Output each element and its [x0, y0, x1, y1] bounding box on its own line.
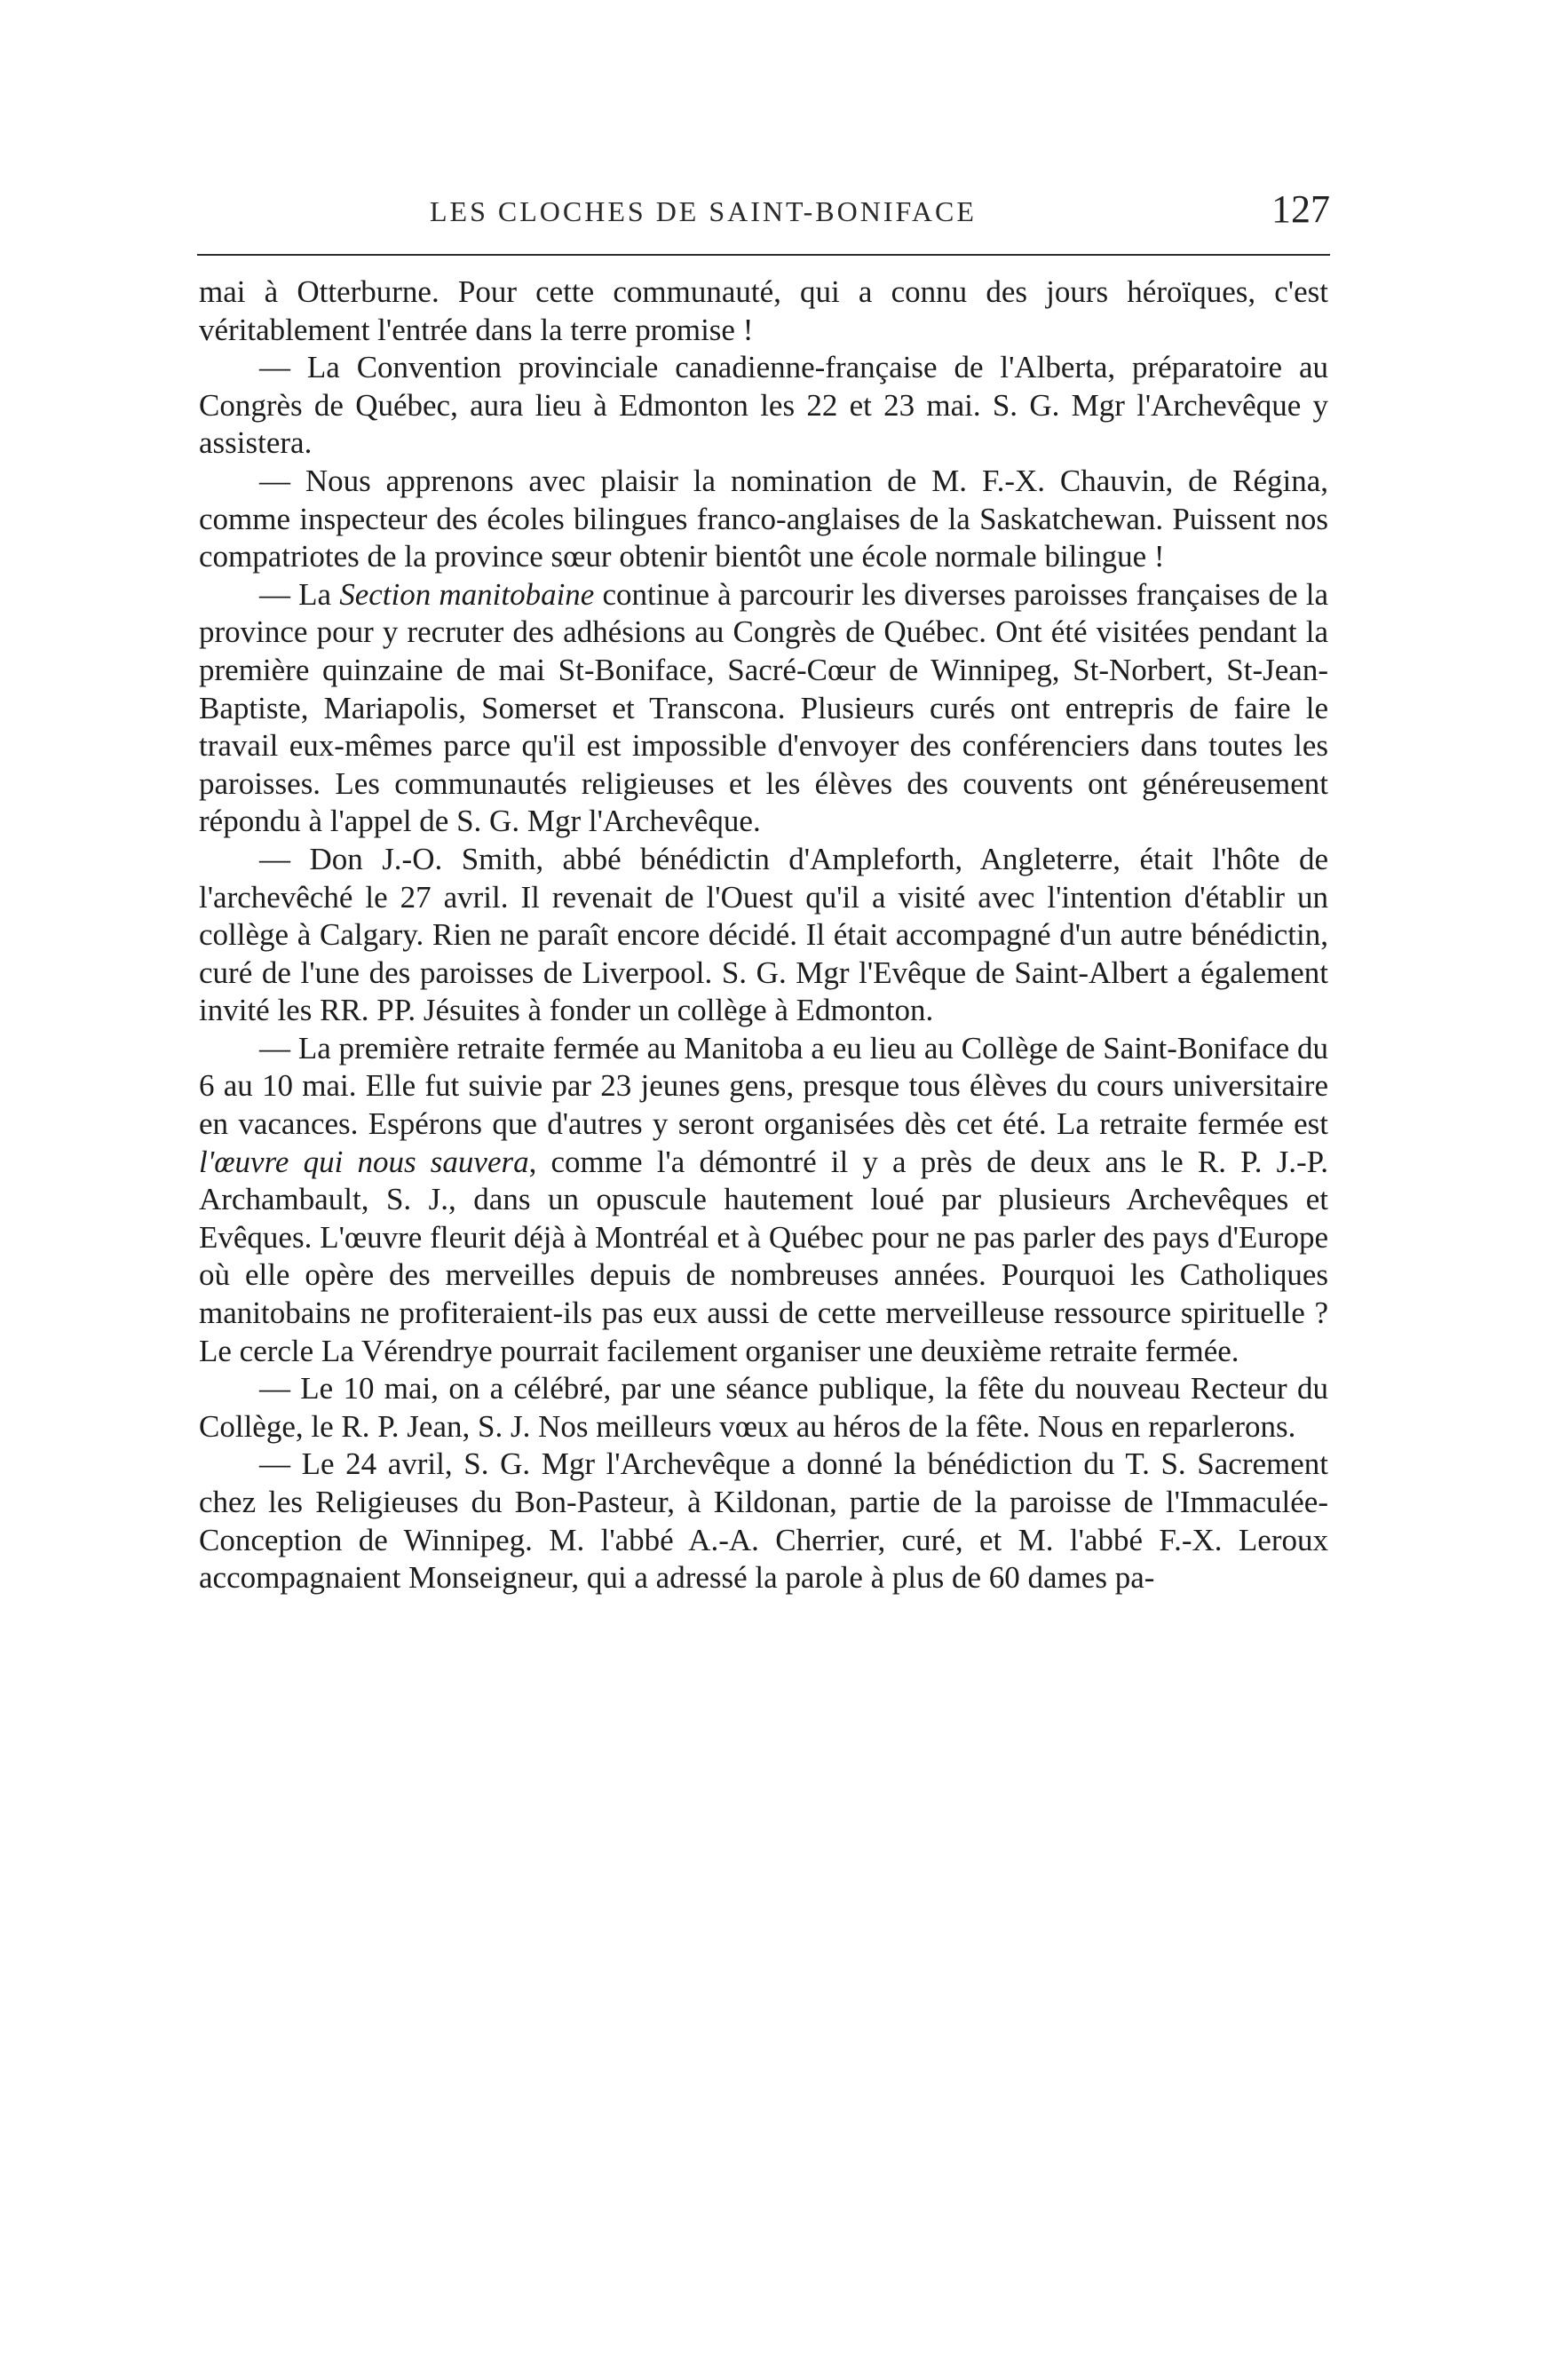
- paragraph-section-manitobaine: [199, 576, 1328, 841]
- italic-segment: l'œuvre qui nous sauvera: [199, 1144, 529, 1179]
- paragraph-retraite-fermee: [199, 1030, 1328, 1370]
- paragraph-continuation: mai à Otterburne. Pour cette communauté, qui a connu des jours héroïques, c'est véritablement l'entrée dans la terre promise !: [199, 274, 1328, 347]
- text-segment: , comme l'a démontré il y a près de deux ans le R. P. J.-P. Archambault, S. J., dans un opuscule hautement loué par plusieurs Archevêques et Evêques. L'œuvre fleurit déjà à Montréal et à Québec pour ne pas parler des pays d'Europe où elle opère des merveilles depuis de nombreuses années. Pourquoi les Catholiques manitobains ne profiteraient-ils pas eux aussi de cette merveilleuse ressource spirituelle ? Le cercle La Vérendrye pourrait facilement organiser une deuxième retraite fermée.: [199, 1144, 1329, 1368]
- running-header: [197, 183, 1332, 236]
- paragraph-don-smith: — Don J.-O. Smith, abbé bénédictin d'Ampleforth, Angleterre, était l'hôte de l'archevêché le 27 avril. Il revenait de l'Ouest qu'il a visité avec l'intention d'établir un collège à Calgary. Rien ne paraît encore décidé. Il était accompagné d'un autre bénédictin, curé de l'une des paroisses de Liverpool. S. G. Mgr l'Evêque de Saint-Albert a également invité les RR. PP. Jésuites à fonder un collège à Edmonton.: [199, 841, 1328, 1028]
- header-rule: [197, 254, 1330, 256]
- text-segment: — La: [259, 576, 340, 612]
- paragraph-benediction: — Le 24 avril, S. G. Mgr l'Archevêque a donné la bénédiction du T. S. Sacrement chez les Religieuses du Bon-Pasteur, à Kildonan, partie de la paroisse de l'Immaculée-Conception de Winnipeg. M. l'abbé A.-A. Cherrier, curé, et M. l'abbé F.-X. Leroux accompagnaient Monseigneur, qui a adressé la parole à plus de 60 dames pa-: [199, 1446, 1328, 1596]
- article-body: [199, 273, 1328, 1597]
- text-segment: continue à parcourir les diverses paroisses françaises de la province pour y recruter des adhésions au Congrès de Québec. Ont été visitées pendant la première quinzaine de mai St-Boniface, Sacré-Cœur de Winnipeg, St-Norbert, St-Jean-Baptiste, Mariapolis, Somerset et Transcona. Plusieurs curés ont entrepris de faire le travail eux-mêmes parce qu'il est impossible d'envoyer des conférenciers dans toutes les paroisses. Les communautés religieuses et les élèves des couvents ont généreusement répondu à l'appel de S. G. Mgr l'Archevêque.: [199, 576, 1328, 839]
- italic-segment: Section manitobaine: [339, 576, 595, 612]
- text-segment: — La première retraite fermée au Manitoba a eu lieu au Collège de Saint-Boniface du 6 au 10 mai. Elle fut suivie par 23 jeunes gens, presque tous élèves du cours universitaire en vacances. Espérons que d'autres y seront organisées dès cet été. La retraite fermée est: [199, 1030, 1328, 1142]
- running-title: LES CLOCHES DE SAINT-BONIFACE: [430, 195, 977, 227]
- paragraph-recteur-fete: — Le 10 mai, on a célébré, par une séance publique, la fête du nouveau Recteur du Collège, le R. P. Jean, S. J. Nos meilleurs vœux au héros de la fête. Nous en reparlerons.: [199, 1371, 1328, 1444]
- page-number: 127: [1271, 187, 1330, 231]
- paragraph-alberta-convention: — La Convention provinciale canadienne-française de l'Alberta, préparatoire au Congrès de Québec, aura lieu à Edmonton les 22 et 23 mai. S. G. Mgr l'Archevêque y assistera.: [199, 350, 1328, 461]
- paragraph-chauvin-nomination: — Nous apprenons avec plaisir la nomination de M. F.-X. Chauvin, de Régina, comme inspecteur des écoles bilingues franco-anglaises de la Saskatchewan. Puissent nos compatriotes de la province sœur obtenir bientôt une école normale bilingue !: [199, 463, 1328, 574]
